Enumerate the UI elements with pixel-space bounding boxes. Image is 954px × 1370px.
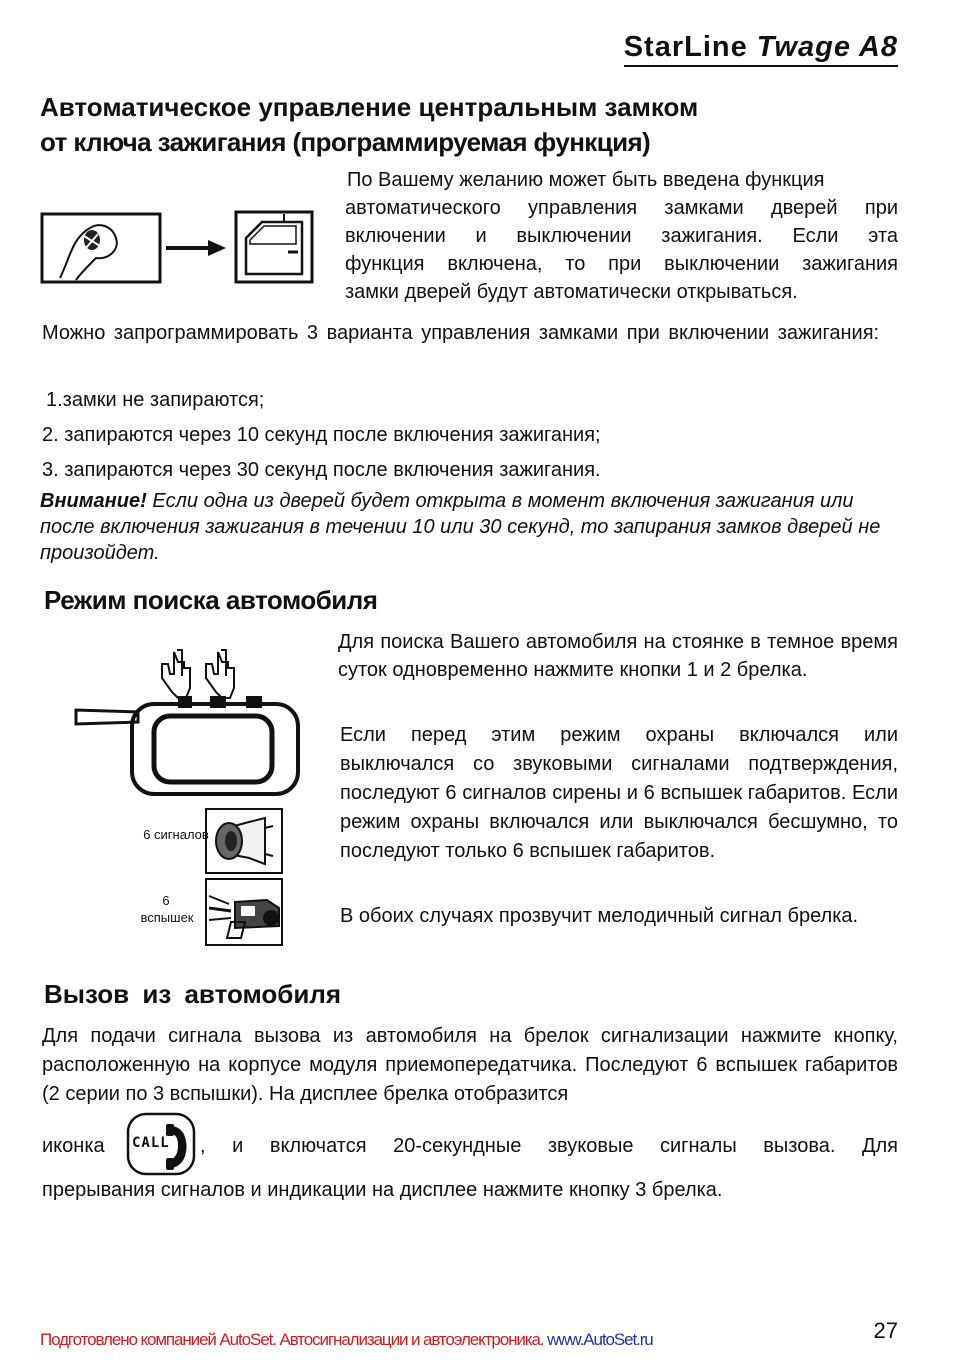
pointing-hand-icon xyxy=(206,650,234,698)
ignition-key-box xyxy=(42,214,160,282)
flash-caption: вспышек xyxy=(140,910,194,925)
key-fob-display xyxy=(154,716,272,782)
footer-credit xyxy=(40,1330,653,1350)
brand-name: StarLine xyxy=(623,31,748,63)
headlight-icon xyxy=(209,896,279,938)
call-icon-label: CALL xyxy=(132,1135,170,1151)
ignition-to-door-illustration xyxy=(40,208,318,288)
intro-line: замки дверей будут автоматически открываться. xyxy=(345,281,798,303)
car-door-icon xyxy=(246,222,302,274)
intro-line: По Вашему желанию может быть введена функция xyxy=(347,169,825,191)
section3-p1: Для подачи сигнала вызова из автомобиля на брелок сигнализации нажмите кнопку, расположенную на корпусе модуля приемопередатчика. Последуют 6 вспышек габаритов (2 серии по 3 вспышки). На дисплее брелка отобразится xyxy=(42,1025,898,1105)
arrow-right-icon xyxy=(208,240,226,256)
section2-p3: В обоих случаях прозвучит мелодичный сигнал брелка. xyxy=(340,905,859,927)
key-fob-illustration xyxy=(74,644,314,796)
icon-suffix: , и включатся 20-секундные звуковые сигналы вызова. Для xyxy=(200,1135,898,1157)
section1-title-line1: Автоматическое управление центральным замком xyxy=(40,92,699,122)
section1-intro xyxy=(345,166,898,306)
intro-line: функция включена, то при выключении зажигания xyxy=(345,253,898,275)
brand-header xyxy=(624,30,898,67)
section2-p1: Для поиска Вашего автомобиля на стоянке в темное время суток одновременно нажмите кнопки 1 и 2 брелка. xyxy=(338,631,898,681)
icon-prefix: иконка xyxy=(42,1135,105,1157)
warning-label: Внимание! xyxy=(40,490,147,512)
brand-model: Twage A8 xyxy=(756,31,898,63)
pointing-hand-icon xyxy=(162,650,190,698)
section3-icon-line xyxy=(42,1112,898,1178)
list-item: 3. запираются через 30 секунд после включения зажигания. xyxy=(42,459,601,481)
page-number: 27 xyxy=(873,1318,898,1343)
siren-illustration xyxy=(205,808,283,874)
section3-p2-end: прерывания сигналов и индикации на дисплее нажмите кнопку 3 брелка. xyxy=(42,1179,723,1201)
section3-title: Вызов из автомобиля xyxy=(44,979,342,1009)
flash-caption-number: 6 xyxy=(162,893,170,908)
intro-line: включении и выключении зажигания. Если эта xyxy=(345,225,898,247)
intro-line: автоматического управления замками дверей при xyxy=(345,197,898,219)
section1-title-line2: от ключа зажигания (программируемая функция) xyxy=(40,127,651,157)
headlight-flash-illustration xyxy=(205,878,283,946)
list-item: 2. запираются через 10 секунд после включения зажигания; xyxy=(42,424,601,446)
section2-title: Режим поиска автомобиля xyxy=(44,585,378,615)
section2-p2: Если перед этим режим охраны включался или выключался со звуковыми сигналами подтверждения, последуют 6 сигналов сирены и 6 вспышек габаритов. Если режим охраны включался или выключался бесшумно, то последуют только 6 вспышек габаритов. xyxy=(340,724,898,862)
section1-title xyxy=(40,90,920,160)
section1-variants-text: Можно запрограммировать 3 варианта управления замками при включении зажигания: xyxy=(42,322,880,344)
warning-note xyxy=(40,488,906,566)
footer-text: Подготовлено компанией AutoSet. Автосигнализации и автоэлектроника. xyxy=(40,1330,544,1349)
siren-caption: 6 сигналов xyxy=(143,827,209,842)
warning-text: Если одна из дверей будет открыта в момент включения зажигания или после включения зажигания в течении 10 или 30 секунд, то запирания замков дверей не произойдет. xyxy=(40,490,881,564)
footer-link[interactable]: www.AutoSet.ru xyxy=(547,1330,653,1349)
list-item: 1.замки не запираются; xyxy=(46,389,265,411)
siren-icon xyxy=(216,818,273,864)
